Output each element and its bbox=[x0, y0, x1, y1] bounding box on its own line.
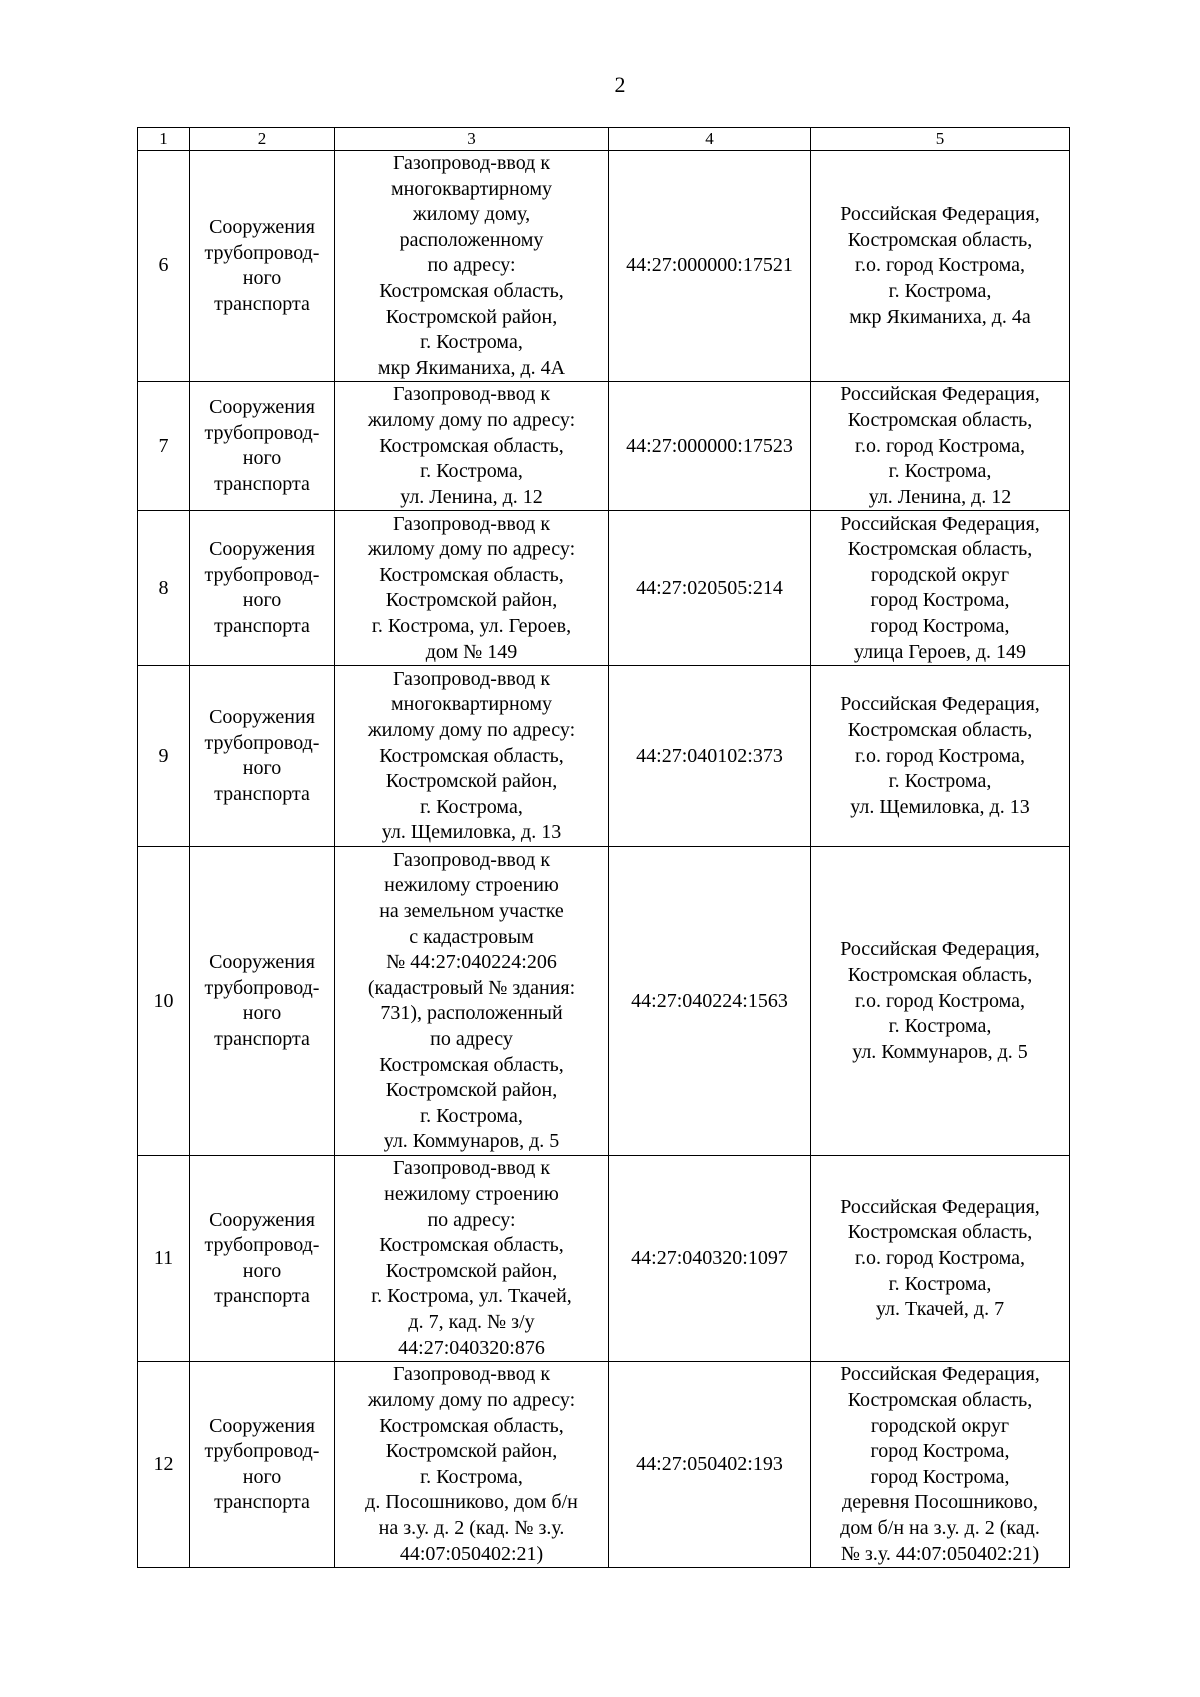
address-cell: Российская Федерация, Костромская область, городской округ город Кострома, город Кострома, деревня Посошниково, дом б/н на з.у. д. 2 (кад. № з.у. 44:07:050402:21) bbox=[811, 1362, 1070, 1568]
object-name-cell: Газопровод-ввод к жилому дому по адресу: Костромская область, Костромской район, г. Кострома, ул. Героев, дом № 149 bbox=[335, 511, 609, 666]
cadastral-number-cell: 44:27:040320:1097 bbox=[609, 1156, 811, 1362]
table-row bbox=[138, 666, 1070, 847]
object-type-cell: Сооружения трубопровод- ного транспорта bbox=[190, 1156, 335, 1362]
address-cell: Российская Федерация, Костромская область, городской округ город Кострома, город Кострома, улица Героев, д. 149 bbox=[811, 511, 1070, 666]
object-type-cell: Сооружения трубопровод- ного транспорта bbox=[190, 1362, 335, 1568]
column-number-4: 4 bbox=[609, 128, 811, 151]
object-type-cell: Сооружения трубопровод- ного транспорта bbox=[190, 382, 335, 511]
table-row bbox=[138, 511, 1070, 666]
table-body bbox=[138, 151, 1070, 1568]
object-type-cell: Сооружения трубопровод- ного транспорта bbox=[190, 151, 335, 382]
object-type-cell: Сооружения трубопровод- ного транспорта bbox=[190, 847, 335, 1156]
object-name-cell: Газопровод-ввод к многоквартирному жилому дому, расположенному по адресу: Костромская область, Костромской район, г. Кострома, мкр Якиманиха, д. 4А bbox=[335, 151, 609, 382]
row-number-cell: 6 bbox=[138, 151, 190, 382]
table-row bbox=[138, 1362, 1070, 1568]
address-cell: Российская Федерация, Костромская область, г.о. город Кострома, г. Кострома, ул. Щемиловка, д. 13 bbox=[811, 666, 1070, 847]
row-number-cell: 8 bbox=[138, 511, 190, 666]
cadastral-number-cell: 44:27:000000:17523 bbox=[609, 382, 811, 511]
cadastral-number-cell: 44:27:050402:193 bbox=[609, 1362, 811, 1568]
column-number-2: 2 bbox=[190, 128, 335, 151]
row-number-cell: 7 bbox=[138, 382, 190, 511]
object-type-cell: Сооружения трубопровод- ного транспорта bbox=[190, 666, 335, 847]
table-row bbox=[138, 1156, 1070, 1362]
row-number-cell: 12 bbox=[138, 1362, 190, 1568]
column-number-3: 3 bbox=[335, 128, 609, 151]
cadastral-number-cell: 44:27:000000:17521 bbox=[609, 151, 811, 382]
address-cell: Российская Федерация, Костромская область, г.о. город Кострома, г. Кострома, ул. Коммунаров, д. 5 bbox=[811, 847, 1070, 1156]
row-number-cell: 11 bbox=[138, 1156, 190, 1362]
column-number-1: 1 bbox=[138, 128, 190, 151]
table-row bbox=[138, 847, 1070, 1156]
address-cell: Российская Федерация, Костромская область, г.о. город Кострома, г. Кострома, мкр Якиманиха, д. 4а bbox=[811, 151, 1070, 382]
object-name-cell: Газопровод-ввод к жилому дому по адресу: Костромская область, г. Кострома, ул. Ленина, д. 12 bbox=[335, 382, 609, 511]
object-name-cell: Газопровод-ввод к жилому дому по адресу: Костромская область, Костромской район, г. Кострома, д. Посошниково, дом б/н на з.у. д. 2 (кад. № з.у. 44:07:050402:21) bbox=[335, 1362, 609, 1568]
registry-table bbox=[137, 127, 1070, 1568]
page-number: 2 bbox=[614, 72, 626, 97]
row-number-cell: 9 bbox=[138, 666, 190, 847]
table-row bbox=[138, 151, 1070, 382]
cadastral-number-cell: 44:27:040102:373 bbox=[609, 666, 811, 847]
cadastral-number-cell: 44:27:020505:214 bbox=[609, 511, 811, 666]
table-row bbox=[138, 382, 1070, 511]
address-cell: Российская Федерация, Костромская область, г.о. город Кострома, г. Кострома, ул. Ленина, д. 12 bbox=[811, 382, 1070, 511]
object-name-cell: Газопровод-ввод к нежилому строению на земельном участке с кадастровым № 44:27:040224:206 (кадастровый № здания: 731), расположенный по адресу Костромская область, Костромской район, г. Кострома, ул. Коммунаров, д. 5 bbox=[335, 847, 609, 1156]
table-header bbox=[138, 128, 1070, 151]
cadastral-number-cell: 44:27:040224:1563 bbox=[609, 847, 811, 1156]
object-type-cell: Сооружения трубопровод- ного транспорта bbox=[190, 511, 335, 666]
header-row bbox=[138, 128, 1070, 151]
row-number-cell: 10 bbox=[138, 847, 190, 1156]
address-cell: Российская Федерация, Костромская область, г.о. город Кострома, г. Кострома, ул. Ткачей, д. 7 bbox=[811, 1156, 1070, 1362]
object-name-cell: Газопровод-ввод к нежилому строению по адресу: Костромская область, Костромской район, г. Кострома, ул. Ткачей, д. 7, кад. № з/у 44:27:040320:876 bbox=[335, 1156, 609, 1362]
column-number-5: 5 bbox=[811, 128, 1070, 151]
object-name-cell: Газопровод-ввод к многоквартирному жилому дому по адресу: Костромская область, Костромской район, г. Кострома, ул. Щемиловка, д. 13 bbox=[335, 666, 609, 847]
